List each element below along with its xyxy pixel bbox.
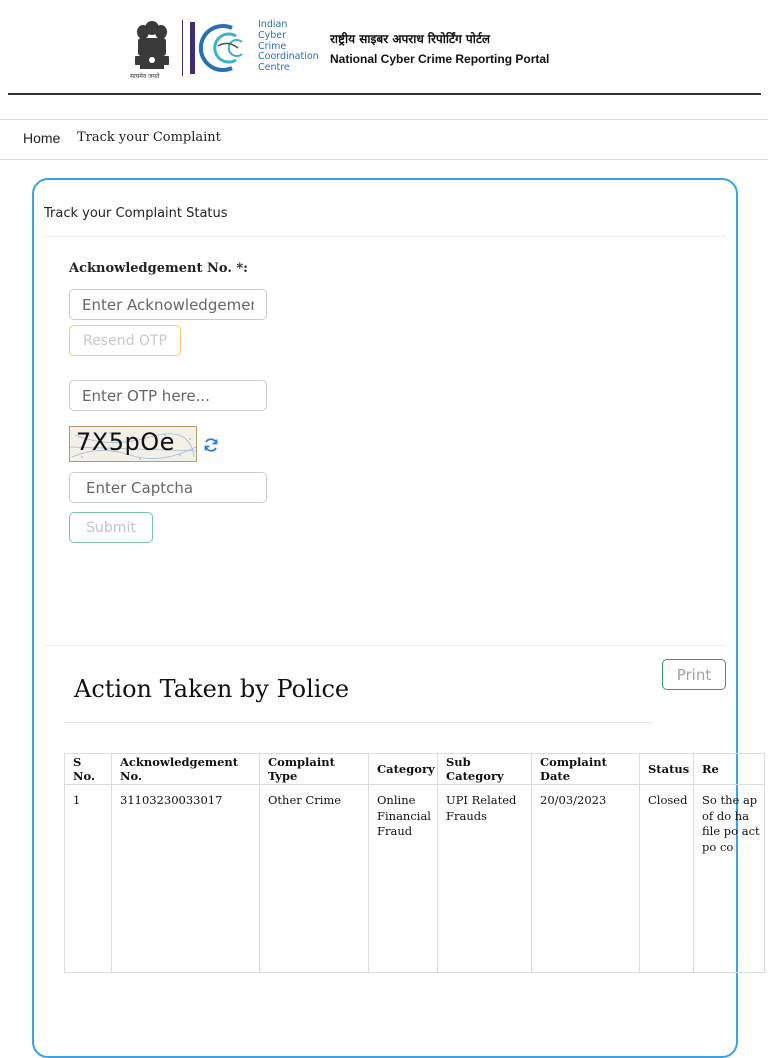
table-cell: 1 — [65, 785, 112, 973]
action-table — [64, 753, 765, 973]
column-header: Sub Category — [438, 754, 532, 785]
table-cell: Other Crime — [260, 785, 369, 973]
portal-title-english: National Cyber Crime Reporting Portal — [330, 52, 550, 66]
nav-home-link[interactable]: Home — [23, 130, 61, 146]
table-header-row — [65, 754, 765, 785]
portal-title-hindi: राष्ट्रीय साइबर अपराध रिपोर्टिंग पोर्टल — [330, 32, 491, 46]
print-button[interactable]: Print — [662, 659, 726, 690]
table-cell: UPI Related Frauds — [438, 785, 532, 973]
action-taken-title: Action Taken by Police — [74, 675, 350, 703]
captcha-input[interactable] — [69, 472, 267, 503]
column-header: Acknowledgement No. — [112, 754, 260, 785]
column-header: Status — [640, 754, 694, 785]
resend-otp-button[interactable]: Resend OTP — [69, 325, 181, 356]
nav-track-complaint-link[interactable]: Track your Complaint — [77, 130, 221, 145]
table-cell: 20/03/2023 — [532, 785, 640, 973]
table-row — [65, 785, 765, 973]
section-divider — [44, 645, 726, 646]
action-table-container[interactable] — [64, 753, 760, 973]
captcha-image — [69, 426, 197, 462]
i4c-logo-icon — [188, 18, 254, 78]
i4c-line: Coordination — [258, 51, 319, 63]
captcha-text: 7X5pOe — [76, 428, 175, 456]
ack-label: Acknowledgement No. *: — [69, 261, 248, 276]
i4c-line: Crime — [258, 40, 287, 52]
action-title-divider — [64, 722, 652, 723]
column-header: Re — [694, 754, 765, 785]
i4c-line: Indian — [258, 19, 288, 30]
site-header — [0, 0, 768, 94]
national-emblem-icon — [132, 18, 172, 80]
table-cell: Online Financial Fraud — [369, 785, 438, 973]
table-cell: 31103230033017 — [112, 785, 260, 973]
table-cell: Closed — [640, 785, 694, 973]
i4c-line: Cyber — [258, 29, 287, 41]
top-nav — [0, 119, 768, 160]
i4c-line: Centre — [258, 62, 290, 74]
logo-divider — [182, 20, 183, 76]
i4c-text — [258, 20, 319, 74]
submit-button[interactable]: Submit — [69, 512, 153, 543]
emblem-caption: सत्यमेव जयते — [130, 73, 160, 80]
column-header: Complaint Type — [260, 754, 369, 785]
header-divider — [8, 93, 761, 95]
otp-input[interactable] — [69, 380, 267, 411]
column-header: Complaint Date — [532, 754, 640, 785]
column-header: S No. — [65, 754, 112, 785]
ack-number-input[interactable] — [69, 289, 267, 320]
card-title: Track your Complaint Status — [44, 206, 228, 221]
table-cell: So the ap of do ha file po act po co — [694, 785, 765, 973]
column-header: Category — [369, 754, 438, 785]
card-divider — [44, 236, 726, 237]
refresh-icon[interactable] — [203, 437, 219, 453]
